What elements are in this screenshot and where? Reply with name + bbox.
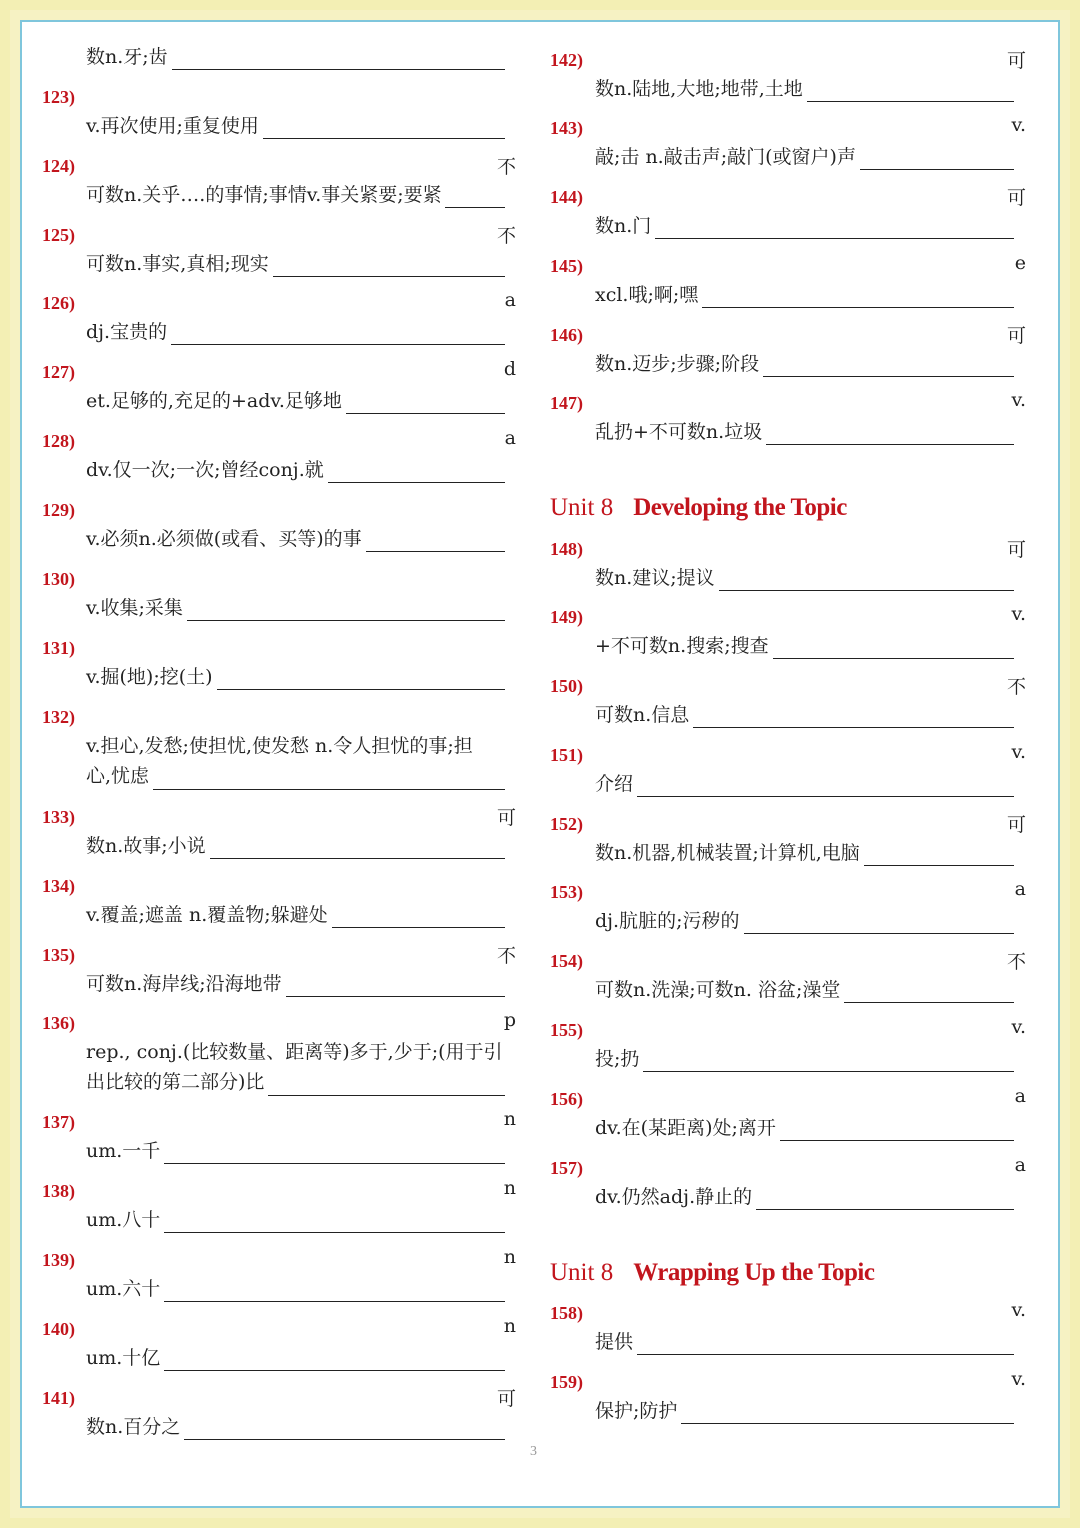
item-definition: 可数n.海岸线;沿海地带 (86, 973, 282, 995)
item-number: 152) (550, 814, 583, 834)
item-fragment: 可 (1006, 814, 1026, 836)
answer-blank[interactable] (172, 69, 505, 70)
item-definition: dv.仅一次;一次;曾经conj.就 (86, 459, 324, 481)
item-fragment: e (1014, 252, 1026, 274)
item-definition-cont: 心,忧虑 (86, 765, 150, 787)
unit-title: Developing the Topic (633, 494, 847, 521)
item-number: 125) (42, 225, 75, 245)
item-definition: dj.宝贵的 (86, 321, 168, 343)
item-fragment: n (503, 1108, 516, 1130)
answer-blank[interactable] (268, 1095, 505, 1096)
item-number: 158) (550, 1303, 583, 1323)
answer-blank[interactable] (637, 796, 1014, 797)
answer-blank[interactable] (655, 238, 1014, 239)
item-number: 124) (42, 156, 75, 176)
item-fragment: 可 (496, 1388, 516, 1410)
item-fragment: v. (1011, 603, 1026, 625)
item-definition: 数n.牙;齿 (86, 46, 168, 68)
answer-blank[interactable] (681, 1423, 1014, 1424)
answer-blank[interactable] (273, 276, 505, 277)
item-definition: 提供 (595, 1331, 634, 1353)
item-definition: um.八十 (86, 1209, 161, 1231)
item-definition: dv.仍然adj.静止的 (595, 1186, 753, 1208)
item-definition: v.担心,发愁;使担忧,使发愁 n.令人担忧的事;担 (86, 735, 473, 757)
answer-blank[interactable] (744, 933, 1015, 934)
item-fragment: a (1014, 1154, 1026, 1176)
item-number: 144) (550, 187, 583, 207)
item-fragment: 可 (1006, 539, 1026, 561)
answer-blank[interactable] (171, 344, 505, 345)
item-fragment: v. (1011, 1368, 1026, 1390)
answer-blank[interactable] (164, 1370, 505, 1371)
answer-blank[interactable] (366, 551, 505, 552)
answer-blank[interactable] (187, 620, 505, 621)
item-definition: 数n.机器,机械装置;计算机,电脑 (595, 842, 860, 864)
item-number: 145) (550, 256, 583, 276)
item-definition: 数n.建议;提议 (595, 567, 715, 589)
item-fragment: 不 (496, 225, 516, 247)
item-definition-cont: 出比较的第二部分)比 (86, 1071, 265, 1093)
item-definition: 数n.迈步;步骤;阶段 (595, 353, 760, 375)
item-definition: dj.肮脏的;污秽的 (595, 910, 740, 932)
item-definition: 可数n.关乎….的事情;事情v.事关紧要;要紧 (86, 184, 442, 206)
item-definition: v.收集;采集 (86, 597, 183, 619)
answer-blank[interactable] (719, 590, 1014, 591)
item-number: 155) (550, 1020, 583, 1040)
item-definition: um.一千 (86, 1140, 161, 1162)
item-number: 134) (42, 876, 75, 896)
item-fragment: p (503, 1009, 516, 1031)
item-number: 132) (42, 707, 75, 727)
item-definition: 保护;防护 (595, 1400, 678, 1422)
item-fragment: v. (1011, 1016, 1026, 1038)
item-definition: v.覆盖;遮盖 n.覆盖物;躲避处 (86, 904, 328, 926)
item-number: 146) (550, 325, 583, 345)
item-fragment: 不 (496, 945, 516, 967)
item-number: 157) (550, 1158, 583, 1178)
item-number: 151) (550, 745, 583, 765)
item-number: 126) (42, 293, 75, 313)
item-definition: 介绍 (595, 773, 634, 795)
item-number: 137) (42, 1112, 75, 1132)
answer-blank[interactable] (217, 689, 505, 690)
item-definition: rep., conj.(比较数量、距离等)多于,少于;(用于引 (86, 1041, 503, 1063)
answer-blank[interactable] (702, 307, 1014, 308)
page-content (20, 20, 1060, 1508)
answer-blank[interactable] (780, 1140, 1014, 1141)
answer-blank[interactable] (164, 1232, 505, 1233)
item-number: 139) (42, 1250, 75, 1270)
item-definition: 敲;击 n.敲击声;敲门(或窗户)声 (595, 146, 856, 168)
item-definition: 乱扔+不可数n.垃圾 (595, 421, 763, 443)
answer-blank[interactable] (263, 138, 505, 139)
item-number: 156) (550, 1089, 583, 1109)
item-definition: 数n.门 (595, 215, 652, 237)
item-number: 130) (42, 569, 75, 589)
item-fragment: n (503, 1177, 516, 1199)
item-number: 159) (550, 1372, 583, 1392)
item-number: 127) (42, 362, 75, 382)
item-definition: um.六十 (86, 1278, 161, 1300)
item-definition: 数n.故事;小说 (86, 835, 206, 857)
item-fragment: 可 (1006, 50, 1026, 72)
item-definition: 可数n.洗澡;可数n. 浴盆;澡堂 (595, 979, 841, 1001)
answer-blank[interactable] (773, 658, 1014, 659)
item-fragment: a (1014, 1085, 1026, 1107)
item-number: 154) (550, 951, 583, 971)
item-number: 153) (550, 882, 583, 902)
page-number: 3 (530, 1444, 537, 1459)
answer-blank[interactable] (153, 789, 505, 790)
item-number: 141) (42, 1388, 75, 1408)
answer-blank[interactable] (286, 996, 505, 997)
item-number: 138) (42, 1181, 75, 1201)
unit-title: Wrapping Up the Topic (633, 1259, 875, 1286)
item-definition: 投;扔 (595, 1048, 640, 1070)
item-fragment: 可 (1006, 187, 1026, 209)
item-number: 147) (550, 393, 583, 413)
item-fragment: 可 (496, 807, 516, 829)
answer-blank[interactable] (184, 1439, 505, 1440)
answer-blank[interactable] (164, 1163, 505, 1164)
item-definition: +不可数n.搜索;搜查 (595, 635, 769, 657)
answer-blank[interactable] (328, 482, 505, 483)
answer-blank[interactable] (445, 207, 505, 208)
item-number: 136) (42, 1013, 75, 1033)
item-number: 123) (42, 87, 75, 107)
item-definition: um.十亿 (86, 1347, 161, 1369)
item-definition: 可数n.事实,真相;现实 (86, 253, 269, 275)
item-definition: dv.在(某距离)处;离开 (595, 1117, 776, 1139)
item-fragment: 不 (1006, 951, 1026, 973)
answer-blank[interactable] (807, 101, 1014, 102)
item-fragment: a (504, 289, 516, 311)
item-number: 143) (550, 118, 583, 138)
item-definition: et.足够的,充足的+adv.足够地 (86, 390, 342, 412)
item-fragment: v. (1011, 389, 1026, 411)
answer-blank[interactable] (164, 1301, 505, 1302)
item-fragment: n (503, 1246, 516, 1268)
item-definition: 可数n.信息 (595, 704, 690, 726)
answer-blank[interactable] (210, 858, 505, 859)
unit-label: Unit 8 (550, 1259, 614, 1286)
item-fragment: v. (1011, 114, 1026, 136)
answer-blank[interactable] (844, 1002, 1014, 1003)
item-fragment: 不 (1006, 676, 1026, 698)
item-number: 149) (550, 607, 583, 627)
item-definition: v.必须n.必须做(或看、买等)的事 (86, 528, 362, 550)
unit-label: Unit 8 (550, 494, 614, 521)
answer-blank[interactable] (637, 1354, 1014, 1355)
item-number: 142) (550, 50, 583, 70)
unit-heading (550, 492, 847, 522)
item-number: 150) (550, 676, 583, 696)
item-definition: xcl.哦;啊;嘿 (595, 284, 699, 306)
item-number: 128) (42, 431, 75, 451)
item-fragment: v. (1011, 1299, 1026, 1321)
item-fragment: v. (1011, 741, 1026, 763)
answer-blank[interactable] (766, 444, 1014, 445)
answer-blank[interactable] (756, 1209, 1014, 1210)
answer-blank[interactable] (763, 376, 1014, 377)
item-fragment: d (503, 358, 516, 380)
item-number: 148) (550, 539, 583, 559)
unit-heading (550, 1257, 874, 1287)
item-definition: v.掘(地);挖(土) (86, 666, 213, 688)
answer-blank[interactable] (693, 727, 1014, 728)
answer-blank[interactable] (860, 169, 1014, 170)
item-number: 129) (42, 500, 75, 520)
item-definition: 数n.百分之 (86, 1416, 181, 1438)
item-number: 140) (42, 1319, 75, 1339)
item-definition: 数n.陆地,大地;地带,土地 (595, 78, 803, 100)
answer-blank[interactable] (346, 413, 505, 414)
item-fragment: n (503, 1315, 516, 1337)
item-definition: v.再次使用;重复使用 (86, 115, 259, 137)
answer-blank[interactable] (643, 1071, 1014, 1072)
item-fragment: a (1014, 878, 1026, 900)
answer-blank[interactable] (864, 865, 1014, 866)
item-fragment: 不 (496, 156, 516, 178)
item-number: 133) (42, 807, 75, 827)
item-number: 135) (42, 945, 75, 965)
item-number: 131) (42, 638, 75, 658)
answer-blank[interactable] (332, 927, 505, 928)
item-fragment: 可 (1006, 325, 1026, 347)
item-fragment: a (504, 427, 516, 449)
